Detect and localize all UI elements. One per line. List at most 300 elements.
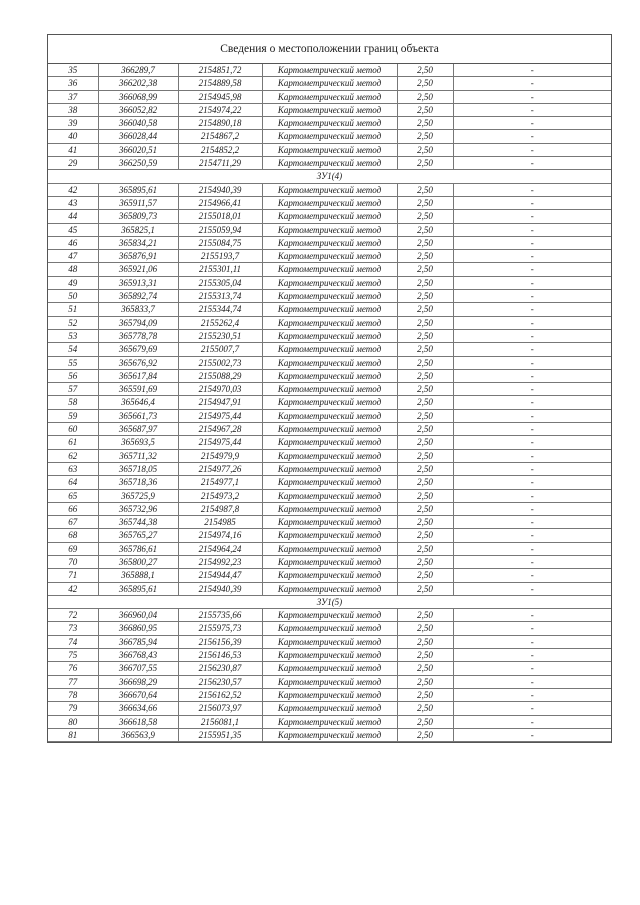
description-cell: - — [453, 90, 611, 103]
table-row — [48, 369, 611, 382]
method-cell: Картометрический метод — [262, 635, 397, 648]
point-number-cell: 69 — [48, 542, 98, 555]
description-cell: - — [453, 356, 611, 369]
method-cell: Картометрический метод — [262, 223, 397, 236]
method-cell: Картометрический метод — [262, 143, 397, 156]
description-cell: - — [453, 250, 611, 263]
y-coordinate-cell: 2154992,23 — [178, 555, 262, 568]
accuracy-cell: 2,50 — [397, 383, 453, 396]
x-coordinate-cell: 365833,7 — [98, 303, 178, 316]
table-row — [48, 715, 611, 728]
accuracy-cell: 2,50 — [397, 64, 453, 77]
x-coordinate-cell: 365825,1 — [98, 223, 178, 236]
point-number-cell: 36 — [48, 77, 98, 90]
method-cell: Картометрический метод — [262, 609, 397, 622]
description-cell: - — [453, 290, 611, 303]
description-cell: - — [453, 423, 611, 436]
description-cell: - — [453, 143, 611, 156]
point-number-cell: 74 — [48, 635, 98, 648]
x-coordinate-cell: 366698,29 — [98, 675, 178, 688]
point-number-cell: 73 — [48, 622, 98, 635]
description-cell: - — [453, 409, 611, 422]
x-coordinate-cell: 366020,51 — [98, 143, 178, 156]
x-coordinate-cell: 365679,69 — [98, 343, 178, 356]
method-cell: Картометрический метод — [262, 396, 397, 409]
x-coordinate-cell: 366618,58 — [98, 715, 178, 728]
description-cell: - — [453, 715, 611, 728]
x-coordinate-cell: 365786,61 — [98, 542, 178, 555]
accuracy-cell: 2,50 — [397, 675, 453, 688]
table-row — [48, 316, 611, 329]
point-number-cell: 64 — [48, 476, 98, 489]
point-number-cell: 59 — [48, 409, 98, 422]
y-coordinate-cell: 2154979,9 — [178, 449, 262, 462]
x-coordinate-cell: 365711,32 — [98, 449, 178, 462]
accuracy-cell: 2,50 — [397, 715, 453, 728]
x-coordinate-cell: 365718,05 — [98, 462, 178, 475]
x-coordinate-cell: 366860,95 — [98, 622, 178, 635]
description-cell: - — [453, 117, 611, 130]
y-coordinate-cell: 2156230,87 — [178, 662, 262, 675]
y-coordinate-cell: 2154940,39 — [178, 183, 262, 196]
y-coordinate-cell: 2154945,98 — [178, 90, 262, 103]
y-coordinate-cell: 2156230,57 — [178, 675, 262, 688]
method-cell: Картометрический метод — [262, 675, 397, 688]
accuracy-cell: 2,50 — [397, 223, 453, 236]
method-cell: Картометрический метод — [262, 117, 397, 130]
point-number-cell: 63 — [48, 462, 98, 475]
table-row — [48, 196, 611, 209]
table-row — [48, 343, 611, 356]
method-cell: Картометрический метод — [262, 369, 397, 382]
point-number-cell: 55 — [48, 356, 98, 369]
method-cell: Картометрический метод — [262, 409, 397, 422]
table-row — [48, 675, 611, 688]
description-cell: - — [453, 343, 611, 356]
method-cell: Картометрический метод — [262, 210, 397, 223]
x-coordinate-cell: 366068,99 — [98, 90, 178, 103]
table-row — [48, 329, 611, 342]
description-cell: - — [453, 263, 611, 276]
x-coordinate-cell: 365800,27 — [98, 555, 178, 568]
description-cell: - — [453, 157, 611, 170]
accuracy-cell: 2,50 — [397, 635, 453, 648]
y-coordinate-cell: 2154977,26 — [178, 462, 262, 475]
x-coordinate-cell: 365617,84 — [98, 369, 178, 382]
accuracy-cell: 2,50 — [397, 77, 453, 90]
y-coordinate-cell: 2155230,51 — [178, 329, 262, 342]
x-coordinate-cell: 366040,58 — [98, 117, 178, 130]
y-coordinate-cell: 2154711,29 — [178, 157, 262, 170]
point-number-cell: 38 — [48, 103, 98, 116]
x-coordinate-cell: 365693,5 — [98, 436, 178, 449]
point-number-cell: 42 — [48, 183, 98, 196]
point-number-cell: 40 — [48, 130, 98, 143]
table-row — [48, 103, 611, 116]
accuracy-cell: 2,50 — [397, 250, 453, 263]
y-coordinate-cell: 2154852,2 — [178, 143, 262, 156]
table-title: Сведения о местоположении границ объекта — [48, 35, 611, 64]
method-cell: Картометрический метод — [262, 343, 397, 356]
x-coordinate-cell: 366768,43 — [98, 649, 178, 662]
table-row — [48, 702, 611, 715]
method-cell: Картометрический метод — [262, 157, 397, 170]
method-cell: Картометрический метод — [262, 290, 397, 303]
y-coordinate-cell: 2154889,58 — [178, 77, 262, 90]
table-row — [48, 64, 611, 77]
description-cell: - — [453, 555, 611, 568]
y-coordinate-cell: 2154974,22 — [178, 103, 262, 116]
method-cell: Картометрический метод — [262, 383, 397, 396]
table-row — [48, 77, 611, 90]
method-cell: Картометрический метод — [262, 542, 397, 555]
coordinates-table-body — [48, 64, 611, 742]
description-cell: - — [453, 130, 611, 143]
description-cell: - — [453, 476, 611, 489]
accuracy-cell: 2,50 — [397, 462, 453, 475]
method-cell: Картометрический метод — [262, 449, 397, 462]
method-cell: Картометрический метод — [262, 436, 397, 449]
accuracy-cell: 2,50 — [397, 688, 453, 701]
x-coordinate-cell: 366634,66 — [98, 702, 178, 715]
point-number-cell: 58 — [48, 396, 98, 409]
description-cell: - — [453, 369, 611, 382]
x-coordinate-cell: 365794,09 — [98, 316, 178, 329]
accuracy-cell: 2,50 — [397, 569, 453, 582]
point-number-cell: 54 — [48, 343, 98, 356]
method-cell: Картометрический метод — [262, 64, 397, 77]
method-cell: Картометрический метод — [262, 555, 397, 568]
x-coordinate-cell: 366052,82 — [98, 103, 178, 116]
description-cell: - — [453, 210, 611, 223]
accuracy-cell: 2,50 — [397, 555, 453, 568]
description-cell: - — [453, 529, 611, 542]
accuracy-cell: 2,50 — [397, 728, 453, 741]
table-row — [48, 502, 611, 515]
section-row — [48, 595, 611, 608]
table-row — [48, 263, 611, 276]
accuracy-cell: 2,50 — [397, 649, 453, 662]
y-coordinate-cell: 2156073,97 — [178, 702, 262, 715]
accuracy-cell: 2,50 — [397, 157, 453, 170]
y-coordinate-cell: 2155975,73 — [178, 622, 262, 635]
method-cell: Картометрический метод — [262, 183, 397, 196]
y-coordinate-cell: 2156156,39 — [178, 635, 262, 648]
table-row — [48, 383, 611, 396]
x-coordinate-cell: 365895,61 — [98, 582, 178, 595]
accuracy-cell: 2,50 — [397, 502, 453, 515]
x-coordinate-cell: 365778,78 — [98, 329, 178, 342]
point-number-cell: 67 — [48, 516, 98, 529]
method-cell: Картометрический метод — [262, 582, 397, 595]
point-number-cell: 65 — [48, 489, 98, 502]
point-number-cell: 43 — [48, 196, 98, 209]
table-row — [48, 489, 611, 502]
y-coordinate-cell: 2155262,4 — [178, 316, 262, 329]
x-coordinate-cell: 366785,94 — [98, 635, 178, 648]
x-coordinate-cell: 366707,55 — [98, 662, 178, 675]
table-row — [48, 250, 611, 263]
description-cell: - — [453, 662, 611, 675]
point-number-cell: 35 — [48, 64, 98, 77]
table-row — [48, 117, 611, 130]
table-row — [48, 396, 611, 409]
section-label: ЗУ1(4) — [48, 170, 611, 183]
y-coordinate-cell: 2154947,91 — [178, 396, 262, 409]
description-cell: - — [453, 303, 611, 316]
description-cell: - — [453, 396, 611, 409]
description-cell: - — [453, 276, 611, 289]
table-row — [48, 688, 611, 701]
y-coordinate-cell: 2154970,03 — [178, 383, 262, 396]
point-number-cell: 72 — [48, 609, 98, 622]
table-row — [48, 423, 611, 436]
point-number-cell: 76 — [48, 662, 98, 675]
point-number-cell: 49 — [48, 276, 98, 289]
method-cell: Картометрический метод — [262, 489, 397, 502]
y-coordinate-cell: 2156081,1 — [178, 715, 262, 728]
accuracy-cell: 2,50 — [397, 542, 453, 555]
y-coordinate-cell: 2154975,44 — [178, 436, 262, 449]
accuracy-cell: 2,50 — [397, 143, 453, 156]
y-coordinate-cell: 2155301,11 — [178, 263, 262, 276]
method-cell: Картометрический метод — [262, 622, 397, 635]
table-row — [48, 183, 611, 196]
y-coordinate-cell: 2155305,04 — [178, 276, 262, 289]
x-coordinate-cell: 365732,96 — [98, 502, 178, 515]
table-row — [48, 303, 611, 316]
point-number-cell: 29 — [48, 157, 98, 170]
accuracy-cell: 2,50 — [397, 263, 453, 276]
point-number-cell: 60 — [48, 423, 98, 436]
method-cell: Картометрический метод — [262, 316, 397, 329]
description-cell: - — [453, 649, 611, 662]
method-cell: Картометрический метод — [262, 502, 397, 515]
method-cell: Картометрический метод — [262, 250, 397, 263]
point-number-cell: 50 — [48, 290, 98, 303]
x-coordinate-cell: 366960,04 — [98, 609, 178, 622]
section-row — [48, 170, 611, 183]
point-number-cell: 75 — [48, 649, 98, 662]
y-coordinate-cell: 2155344,74 — [178, 303, 262, 316]
x-coordinate-cell: 366670,64 — [98, 688, 178, 701]
method-cell: Картометрический метод — [262, 728, 397, 741]
x-coordinate-cell: 366202,38 — [98, 77, 178, 90]
method-cell: Картометрический метод — [262, 236, 397, 249]
y-coordinate-cell: 2155002,73 — [178, 356, 262, 369]
accuracy-cell: 2,50 — [397, 130, 453, 143]
point-number-cell: 77 — [48, 675, 98, 688]
y-coordinate-cell: 2154851,72 — [178, 64, 262, 77]
point-number-cell: 45 — [48, 223, 98, 236]
point-number-cell: 62 — [48, 449, 98, 462]
description-cell: - — [453, 569, 611, 582]
description-cell: - — [453, 196, 611, 209]
y-coordinate-cell: 2154977,1 — [178, 476, 262, 489]
table-row — [48, 157, 611, 170]
accuracy-cell: 2,50 — [397, 343, 453, 356]
y-coordinate-cell: 2155018,01 — [178, 210, 262, 223]
point-number-cell: 52 — [48, 316, 98, 329]
table-row — [48, 462, 611, 475]
table-row — [48, 130, 611, 143]
y-coordinate-cell: 2155059,94 — [178, 223, 262, 236]
description-cell: - — [453, 702, 611, 715]
method-cell: Картометрический метод — [262, 103, 397, 116]
description-cell: - — [453, 675, 611, 688]
method-cell: Картометрический метод — [262, 516, 397, 529]
description-cell: - — [453, 223, 611, 236]
accuracy-cell: 2,50 — [397, 290, 453, 303]
accuracy-cell: 2,50 — [397, 183, 453, 196]
point-number-cell: 53 — [48, 329, 98, 342]
y-coordinate-cell: 2154985 — [178, 516, 262, 529]
description-cell: - — [453, 316, 611, 329]
description-cell: - — [453, 77, 611, 90]
method-cell: Картометрический метод — [262, 329, 397, 342]
table-row — [48, 662, 611, 675]
table-row — [48, 90, 611, 103]
x-coordinate-cell: 366028,44 — [98, 130, 178, 143]
x-coordinate-cell: 366563,9 — [98, 728, 178, 741]
point-number-cell: 79 — [48, 702, 98, 715]
accuracy-cell: 2,50 — [397, 356, 453, 369]
accuracy-cell: 2,50 — [397, 396, 453, 409]
accuracy-cell: 2,50 — [397, 489, 453, 502]
table-row — [48, 276, 611, 289]
description-cell: - — [453, 688, 611, 701]
x-coordinate-cell: 366289,7 — [98, 64, 178, 77]
x-coordinate-cell: 365895,61 — [98, 183, 178, 196]
y-coordinate-cell: 2154867,2 — [178, 130, 262, 143]
y-coordinate-cell: 2154975,44 — [178, 409, 262, 422]
y-coordinate-cell: 2154940,39 — [178, 582, 262, 595]
description-cell: - — [453, 383, 611, 396]
point-number-cell: 46 — [48, 236, 98, 249]
table-row — [48, 449, 611, 462]
table-row — [48, 409, 611, 422]
x-coordinate-cell: 365921,06 — [98, 263, 178, 276]
accuracy-cell: 2,50 — [397, 117, 453, 130]
accuracy-cell: 2,50 — [397, 210, 453, 223]
point-number-cell: 39 — [48, 117, 98, 130]
x-coordinate-cell: 365744,38 — [98, 516, 178, 529]
accuracy-cell: 2,50 — [397, 329, 453, 342]
method-cell: Картометрический метод — [262, 77, 397, 90]
x-coordinate-cell: 365911,57 — [98, 196, 178, 209]
description-cell: - — [453, 502, 611, 515]
x-coordinate-cell: 365646,4 — [98, 396, 178, 409]
table-row — [48, 529, 611, 542]
table-row — [48, 290, 611, 303]
accuracy-cell: 2,50 — [397, 423, 453, 436]
x-coordinate-cell: 366250,59 — [98, 157, 178, 170]
description-cell: - — [453, 64, 611, 77]
description-cell: - — [453, 542, 611, 555]
point-number-cell: 71 — [48, 569, 98, 582]
point-number-cell: 51 — [48, 303, 98, 316]
accuracy-cell: 2,50 — [397, 409, 453, 422]
table-row — [48, 622, 611, 635]
y-coordinate-cell: 2155084,75 — [178, 236, 262, 249]
method-cell: Картометрический метод — [262, 263, 397, 276]
accuracy-cell: 2,50 — [397, 196, 453, 209]
point-number-cell: 41 — [48, 143, 98, 156]
point-number-cell: 57 — [48, 383, 98, 396]
y-coordinate-cell: 2155007,7 — [178, 343, 262, 356]
accuracy-cell: 2,50 — [397, 436, 453, 449]
table-row — [48, 728, 611, 741]
description-cell: - — [453, 635, 611, 648]
method-cell: Картометрический метод — [262, 196, 397, 209]
section-label: ЗУ1(5) — [48, 595, 611, 608]
y-coordinate-cell: 2154964,24 — [178, 542, 262, 555]
method-cell: Картометрический метод — [262, 356, 397, 369]
accuracy-cell: 2,50 — [397, 276, 453, 289]
y-coordinate-cell: 2155951,35 — [178, 728, 262, 741]
table-row — [48, 542, 611, 555]
table-row — [48, 649, 611, 662]
description-cell: - — [453, 582, 611, 595]
accuracy-cell: 2,50 — [397, 582, 453, 595]
x-coordinate-cell: 365676,92 — [98, 356, 178, 369]
x-coordinate-cell: 365718,36 — [98, 476, 178, 489]
description-cell: - — [453, 516, 611, 529]
accuracy-cell: 2,50 — [397, 609, 453, 622]
x-coordinate-cell: 365913,31 — [98, 276, 178, 289]
method-cell: Картометрический метод — [262, 529, 397, 542]
point-number-cell: 48 — [48, 263, 98, 276]
table-row — [48, 236, 611, 249]
description-cell: - — [453, 609, 611, 622]
x-coordinate-cell: 365725,9 — [98, 489, 178, 502]
description-cell: - — [453, 489, 611, 502]
description-cell: - — [453, 449, 611, 462]
x-coordinate-cell: 365591,69 — [98, 383, 178, 396]
table-row — [48, 223, 611, 236]
coordinates-table — [48, 64, 611, 742]
accuracy-cell: 2,50 — [397, 516, 453, 529]
table-row — [48, 609, 611, 622]
description-cell: - — [453, 462, 611, 475]
point-number-cell: 66 — [48, 502, 98, 515]
description-cell: - — [453, 103, 611, 116]
table-row — [48, 555, 611, 568]
method-cell: Картометрический метод — [262, 130, 397, 143]
point-number-cell: 42 — [48, 582, 98, 595]
y-coordinate-cell: 2154944,47 — [178, 569, 262, 582]
description-cell: - — [453, 622, 611, 635]
method-cell: Картометрический метод — [262, 303, 397, 316]
point-number-cell: 80 — [48, 715, 98, 728]
accuracy-cell: 2,50 — [397, 662, 453, 675]
y-coordinate-cell: 2155313,74 — [178, 290, 262, 303]
description-cell: - — [453, 329, 611, 342]
table-row — [48, 582, 611, 595]
y-coordinate-cell: 2154973,2 — [178, 489, 262, 502]
point-number-cell: 56 — [48, 369, 98, 382]
method-cell: Картометрический метод — [262, 569, 397, 582]
point-number-cell: 61 — [48, 436, 98, 449]
y-coordinate-cell: 2156162,52 — [178, 688, 262, 701]
table-row — [48, 356, 611, 369]
x-coordinate-cell: 365661,73 — [98, 409, 178, 422]
accuracy-cell: 2,50 — [397, 236, 453, 249]
point-number-cell: 47 — [48, 250, 98, 263]
accuracy-cell: 2,50 — [397, 529, 453, 542]
method-cell: Картометрический метод — [262, 662, 397, 675]
method-cell: Картометрический метод — [262, 702, 397, 715]
